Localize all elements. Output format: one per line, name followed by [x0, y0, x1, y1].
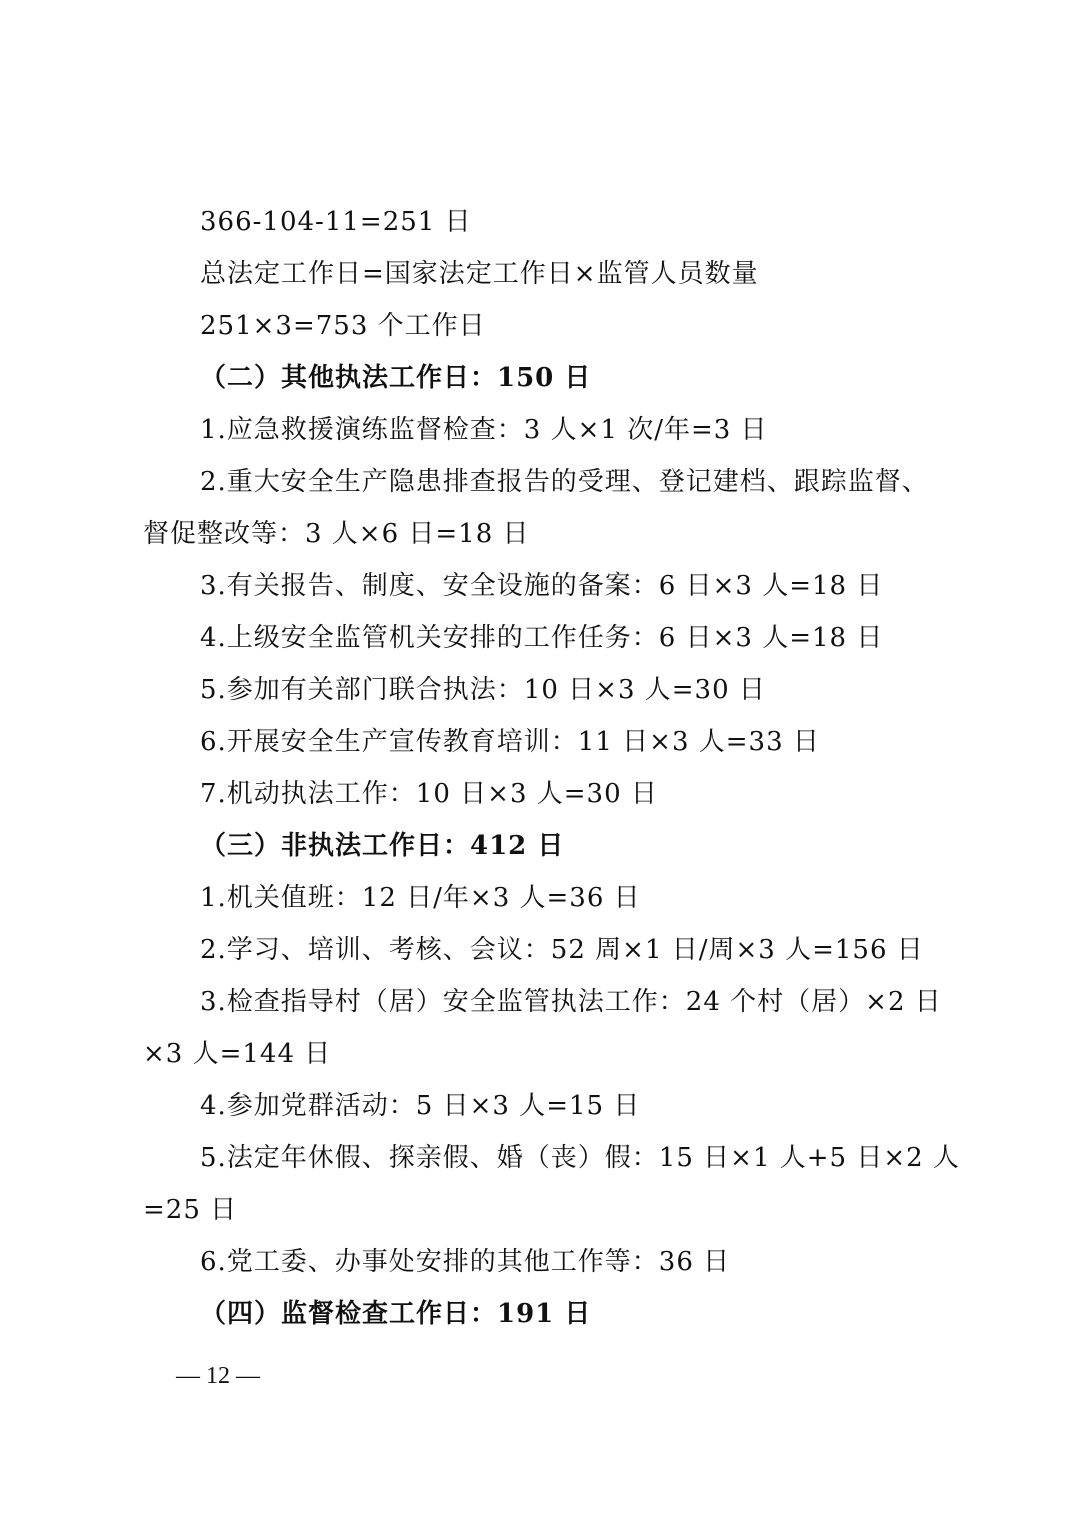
page-number: — 12 —: [176, 1363, 260, 1389]
text-line: 2.学习、培训、考核、会议：52 周×1 日/周×3 人=156 日: [200, 935, 924, 965]
text-line: 6.党工委、办事处安排的其他工作等：36 日: [200, 1247, 731, 1277]
text-line: 督促整改等：3 人×6 日=18 日: [143, 519, 530, 549]
text-line: 5.法定年休假、探亲假、婚（丧）假：15 日×1 人+5 日×2 人: [200, 1143, 960, 1173]
section-heading: （四）监督检查工作日：191 日: [200, 1299, 592, 1329]
text-line: 1.应急救援演练监督检查：3 人×1 次/年=3 日: [200, 415, 768, 445]
text-line: ×3 人=144 日: [143, 1039, 332, 1069]
section-heading: （三）非执法工作日：412 日: [200, 831, 565, 861]
text-line: 4.参加党群活动：5 日×3 人=15 日: [200, 1091, 641, 1121]
text-line: 6.开展安全生产宣传教育培训：11 日×3 人=33 日: [200, 727, 820, 757]
text-line: 7.机动执法工作：10 日×3 人=30 日: [200, 779, 658, 809]
text-line: 2.重大安全生产隐患排查报告的受理、登记建档、跟踪监督、: [200, 467, 929, 497]
text-line: 4.上级安全监管机关安排的工作任务：6 日×3 人=18 日: [200, 623, 884, 653]
text-line: 总法定工作日=国家法定工作日×监管人员数量: [200, 259, 759, 289]
text-line: 3.检查指导村（居）安全监管执法工作：24 个村（居）×2 日: [200, 987, 942, 1017]
text-line: 3.有关报告、制度、安全设施的备案：6 日×3 人=18 日: [200, 571, 884, 601]
text-line: 5.参加有关部门联合执法：10 日×3 人=30 日: [200, 675, 766, 705]
text-line: 1.机关值班：12 日/年×3 人=36 日: [200, 883, 641, 913]
text-line: 251×3=753 个工作日: [200, 311, 486, 341]
text-line: 366-104-11=251 日: [200, 207, 472, 237]
text-line: =25 日: [143, 1195, 238, 1225]
section-heading: （二）其他执法工作日：150 日: [200, 363, 592, 393]
